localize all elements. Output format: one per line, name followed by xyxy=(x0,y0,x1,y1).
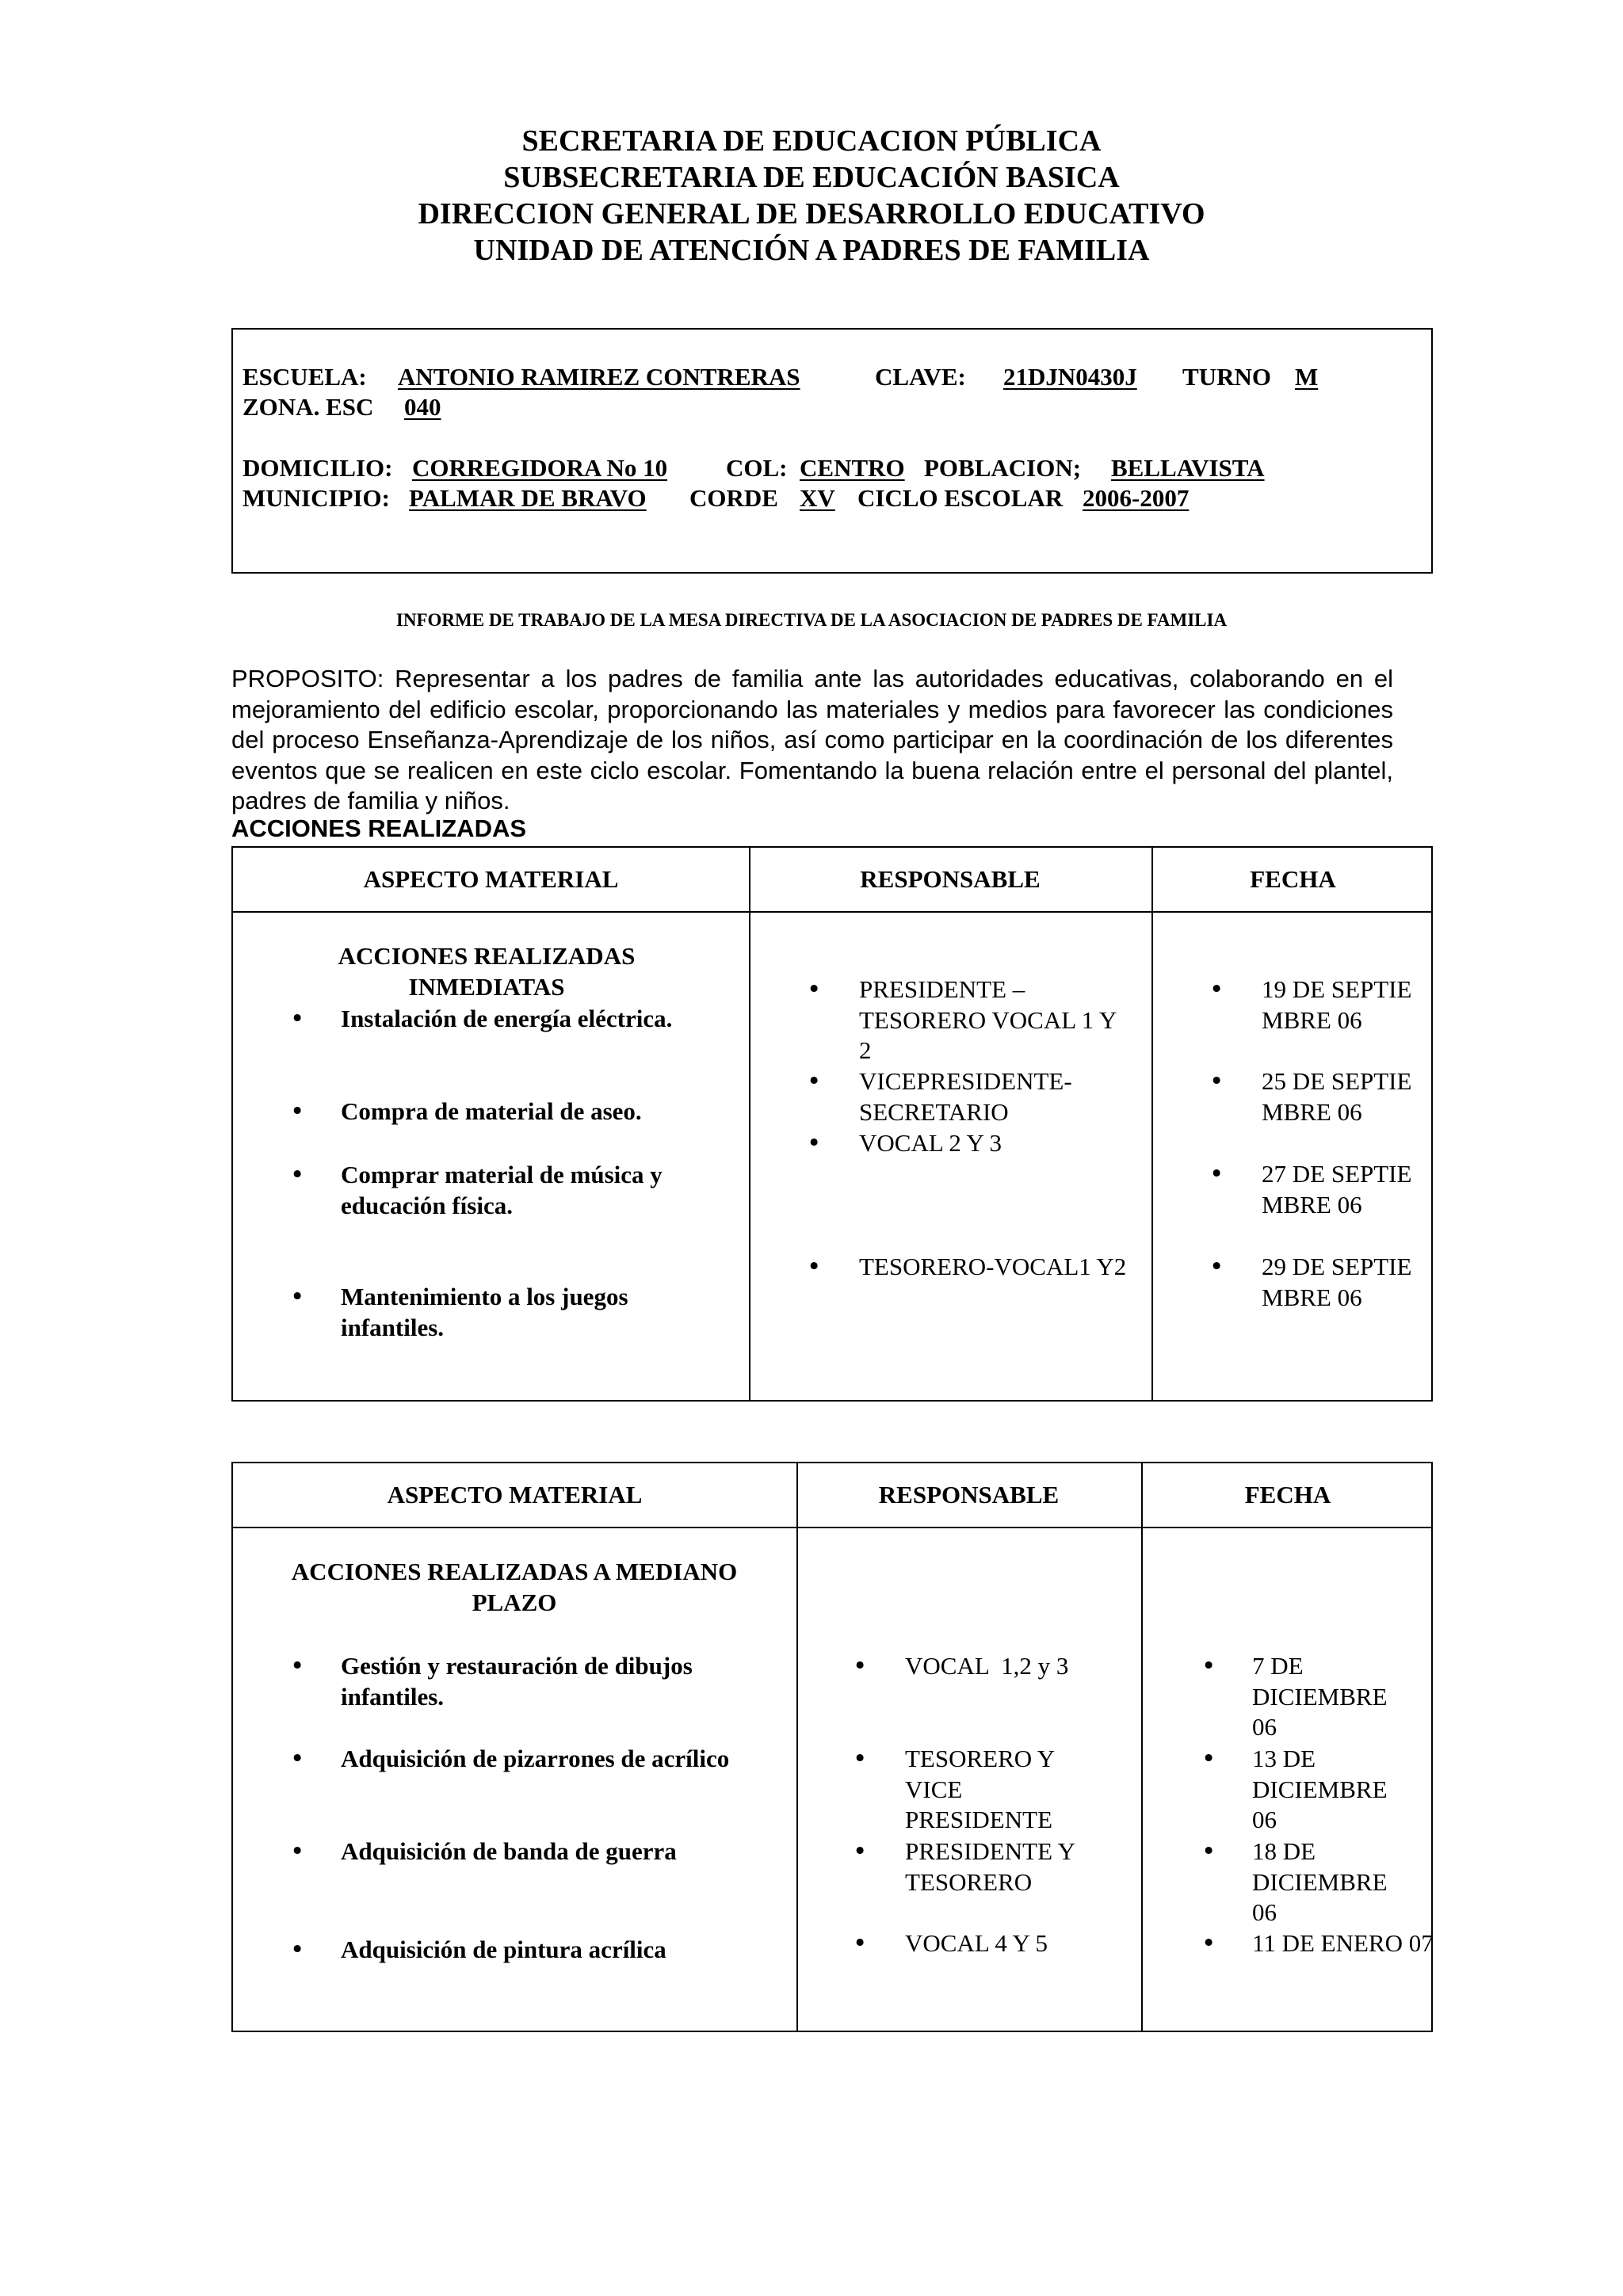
bullet-icon: • xyxy=(1209,1160,1224,1188)
ciclo-value: 2006-2007 xyxy=(1083,484,1190,512)
list-item: Instalación de energía eléctrica. xyxy=(341,1005,673,1032)
bullet-icon: • xyxy=(853,1929,868,1958)
list-item: Compra de material de aseo. xyxy=(341,1097,642,1125)
bullet-icon: • xyxy=(807,975,822,1004)
domicilio-label: DOMICILIO: xyxy=(242,454,393,482)
bullet-icon: • xyxy=(853,1745,868,1773)
fecha-item: 13 DE DICIEMBRE 06 xyxy=(1252,1745,1388,1833)
acciones-heading: ACCIONES REALIZADAS xyxy=(231,814,527,842)
bullet-icon: • xyxy=(290,1283,305,1311)
corde-value: XV xyxy=(800,484,835,512)
turno-label: TURNO xyxy=(1182,363,1271,391)
list-item: Comprar material de música y educación física. xyxy=(341,1161,663,1219)
responsable-item: TESORERO-VOCAL1 Y2 xyxy=(859,1253,1127,1280)
ciclo-label: CICLO ESCOLAR xyxy=(857,484,1064,512)
zona-value: 040 xyxy=(404,393,441,421)
responsable-item: PRESIDENTE Y TESORERO xyxy=(905,1837,1075,1896)
fecha-item: 27 DE SEPTIEMBRE 06 xyxy=(1262,1160,1412,1219)
list-item: Adquisición de pizarrones de acrílico xyxy=(341,1745,730,1772)
bullet-icon: • xyxy=(807,1129,822,1158)
bullet-icon: • xyxy=(290,1936,305,1964)
purpose-paragraph: PROPOSITO: Representar a los padres de familia ante las autoridades educativas, colaborando en el mejoramiento del edificio escolar, proporcionando las materiales y medios para favorecer las condiciones del proceso Enseñanza-Aprendizaje de los niños, así como participar en la coordinación de los diferentes eventos que se realicen en este ciclo escolar. Fomentando la buena relación entre el personal del plantel, padres de familia y niños. xyxy=(231,665,1393,814)
bullet-icon: • xyxy=(807,1067,822,1096)
document-header xyxy=(0,123,1623,269)
column-divider xyxy=(749,848,750,1400)
bullet-icon: • xyxy=(1201,1745,1216,1773)
fecha-item: 25 DE SEPTIEMBRE 06 xyxy=(1262,1067,1412,1126)
bullet-icon: • xyxy=(1209,1067,1224,1096)
bullet-icon: • xyxy=(290,1097,305,1126)
bullet-icon: • xyxy=(807,1253,822,1281)
list-item: Gestión y restauración de dibujos infantiles. xyxy=(341,1652,693,1711)
col-value: CENTRO xyxy=(800,454,905,482)
header-responsable: RESPONSABLE xyxy=(860,865,1041,893)
bullet-icon: • xyxy=(290,1005,305,1033)
corde-label: CORDE xyxy=(689,484,778,512)
header-aspecto: ASPECTO MATERIAL xyxy=(363,865,619,893)
clave-label: CLAVE: xyxy=(875,363,966,391)
zona-label: ZONA. ESC xyxy=(242,393,374,421)
fecha-item: 18 DE DICIEMBRE 06 xyxy=(1252,1837,1388,1926)
column-divider xyxy=(796,1463,798,2031)
bullet-icon: • xyxy=(290,1652,305,1680)
municipio-label: MUNICIPIO: xyxy=(242,484,390,512)
escuela-value: ANTONIO RAMIREZ CONTRERAS xyxy=(398,363,800,391)
header-line-2: SUBSECRETARIA DE EDUCACIÓN BASICA xyxy=(503,161,1120,194)
header-fecha: FECHA xyxy=(1250,865,1336,893)
header-fecha: FECHA xyxy=(1244,1481,1331,1508)
responsable-item: VICEPRESIDENTE-SECRETARIO xyxy=(859,1067,1072,1126)
table-inmediatas xyxy=(231,846,1433,1402)
report-title: INFORME DE TRABAJO DE LA MESA DIRECTIVA DE LA ASOCIACION DE PADRES DE FAMILIA xyxy=(395,610,1228,630)
domicilio-value: CORREGIDORA No 10 xyxy=(412,454,668,482)
bullet-icon: • xyxy=(290,1161,305,1189)
header-responsable: RESPONSABLE xyxy=(878,1481,1060,1508)
fecha-item: 11 DE ENERO 07 xyxy=(1252,1929,1434,1957)
header-line-3: DIRECCION GENERAL DE DESARROLLO EDUCATIVO xyxy=(418,197,1205,231)
bullet-icon: • xyxy=(1201,1929,1216,1958)
responsable-item: VOCAL 2 Y 3 xyxy=(859,1129,1002,1157)
column-divider xyxy=(1151,848,1153,1400)
bullet-icon: • xyxy=(290,1837,305,1866)
escuela-label: ESCUELA: xyxy=(242,363,367,391)
poblacion-label: POBLACION; xyxy=(924,454,1082,482)
header-line-1: SECRETARIA DE EDUCACION PÚBLICA xyxy=(521,124,1102,158)
list-item: Adquisición de banda de guerra xyxy=(341,1837,677,1865)
list-item: Adquisición de pintura acrílica xyxy=(341,1936,666,1963)
responsable-item: VOCAL 1,2 y 3 xyxy=(905,1652,1069,1680)
bullet-icon: • xyxy=(290,1745,305,1773)
bullet-icon: • xyxy=(1201,1652,1216,1680)
municipio-value: PALMAR DE BRAVO xyxy=(409,484,647,512)
turno-value: M xyxy=(1295,363,1319,391)
responsable-item: PRESIDENTE – TESORERO VOCAL 1 Y 2 xyxy=(859,975,1117,1064)
clave-value: 21DJN0430J xyxy=(1003,363,1137,391)
col-label: COL: xyxy=(726,454,788,482)
bullet-icon: • xyxy=(853,1652,868,1680)
fecha-item: 19 DE SEPTIEMBRE 06 xyxy=(1262,975,1412,1034)
responsable-item: VOCAL 4 Y 5 xyxy=(905,1929,1048,1957)
table-mediano-plazo xyxy=(231,1462,1433,2032)
fecha-item: 29 DE SEPTIEMBRE 06 xyxy=(1262,1253,1412,1311)
column-divider xyxy=(1141,1463,1143,2031)
poblacion-value: BELLAVISTA xyxy=(1111,454,1265,482)
section-title: ACCIONES REALIZADAS INMEDIATAS xyxy=(338,942,636,1001)
header-line-4: UNIDAD DE ATENCIÓN A PADRES DE FAMILIA xyxy=(473,234,1150,267)
list-item: Mantenimiento a los juegos infantiles. xyxy=(341,1283,628,1341)
bullet-icon: • xyxy=(1209,1253,1224,1281)
header-aspecto: ASPECTO MATERIAL xyxy=(387,1481,643,1508)
bullet-icon: • xyxy=(1201,1837,1216,1866)
bullet-icon: • xyxy=(853,1837,868,1866)
section-title: ACCIONES REALIZADAS A MEDIANO PLAZO xyxy=(291,1558,738,1616)
responsable-item: TESORERO Y VICE PRESIDENTE xyxy=(905,1745,1055,1833)
fecha-item: 7 DE DICIEMBRE 06 xyxy=(1252,1652,1388,1741)
bullet-icon: • xyxy=(1209,975,1224,1004)
school-info-box xyxy=(231,328,1433,574)
